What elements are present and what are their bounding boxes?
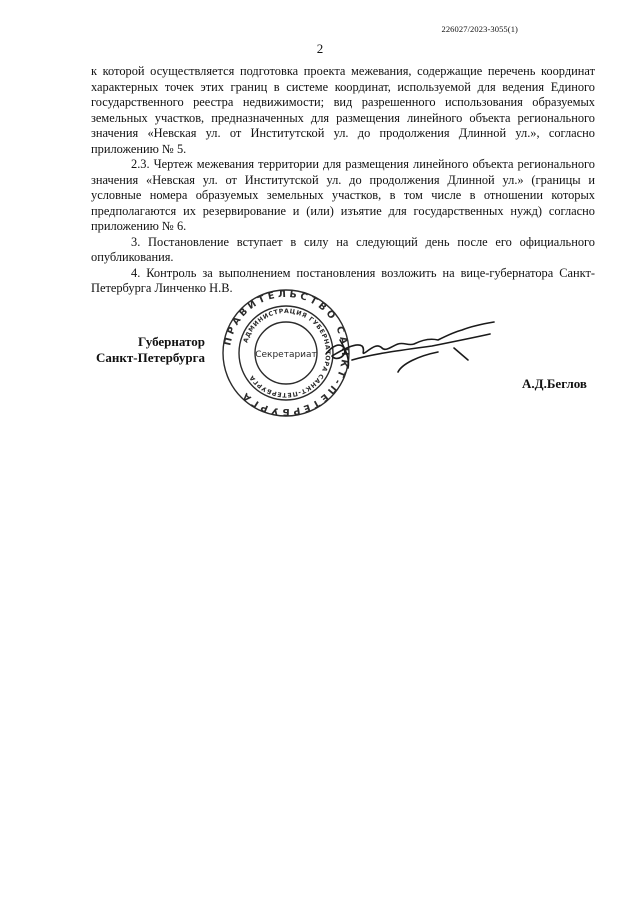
paragraph-2-3: 2.3. Чертеж межевания территории для размещения линейного объекта регионального значения «Невская ул. от Институтской ул. до продолжения Длинной ул.» (границы и условные номера образуемых земельных участков, в том числе в отношении которых предполагаются их резервирование и (или) изъятие для государственных нужд) согласно приложению № 6.: [91, 157, 595, 233]
signature-block: [0, 286, 640, 416]
paragraph-3: 3. Постановление вступает в силу на следующий день после его официального опубликования.: [91, 234, 595, 264]
paragraph-continuation: к которой осуществляется подготовка проекта межевания, содержащие перечень координат характерных точек этих границ в системе координат, используемой для ведения Единого государственного реестра недвижимости; вид разрешенного использования образуемых земельных участков, предназначенных для размещения линейного объекта регионального значения «Невская ул. от Институтской ул. до продолжения Длинной ул.», согласно приложению № 5.: [91, 64, 595, 156]
handwritten-signature-icon: [322, 316, 502, 376]
role-line-1: Губернатор: [137, 334, 205, 349]
signatory-role: [96, 334, 205, 366]
role-line-2: Санкт-Петербурга: [96, 350, 205, 365]
page-number: 2: [316, 41, 324, 56]
seal-inner-text: АДМИНИСТРАЦИЯ ГУБЕРНАТОРА САНКТ-ПЕТЕРБУРГА: [242, 307, 332, 399]
signatory-name: А.Д.Беглов: [522, 376, 587, 391]
document-body: [91, 64, 595, 297]
document-registration-number: 226027/2023-3055(1): [441, 24, 518, 34]
seal-outer-text: ПРАВИТЕЛЬСТВО САНКТ-ПЕТЕРБУРГА: [222, 288, 351, 418]
seal-center-text: Секретариат: [255, 350, 317, 360]
paragraph-4: 4. Контроль за выполнением постановления возложить на вице-губернатора Санкт-Петербурга Линченко Н.В.: [91, 265, 595, 295]
